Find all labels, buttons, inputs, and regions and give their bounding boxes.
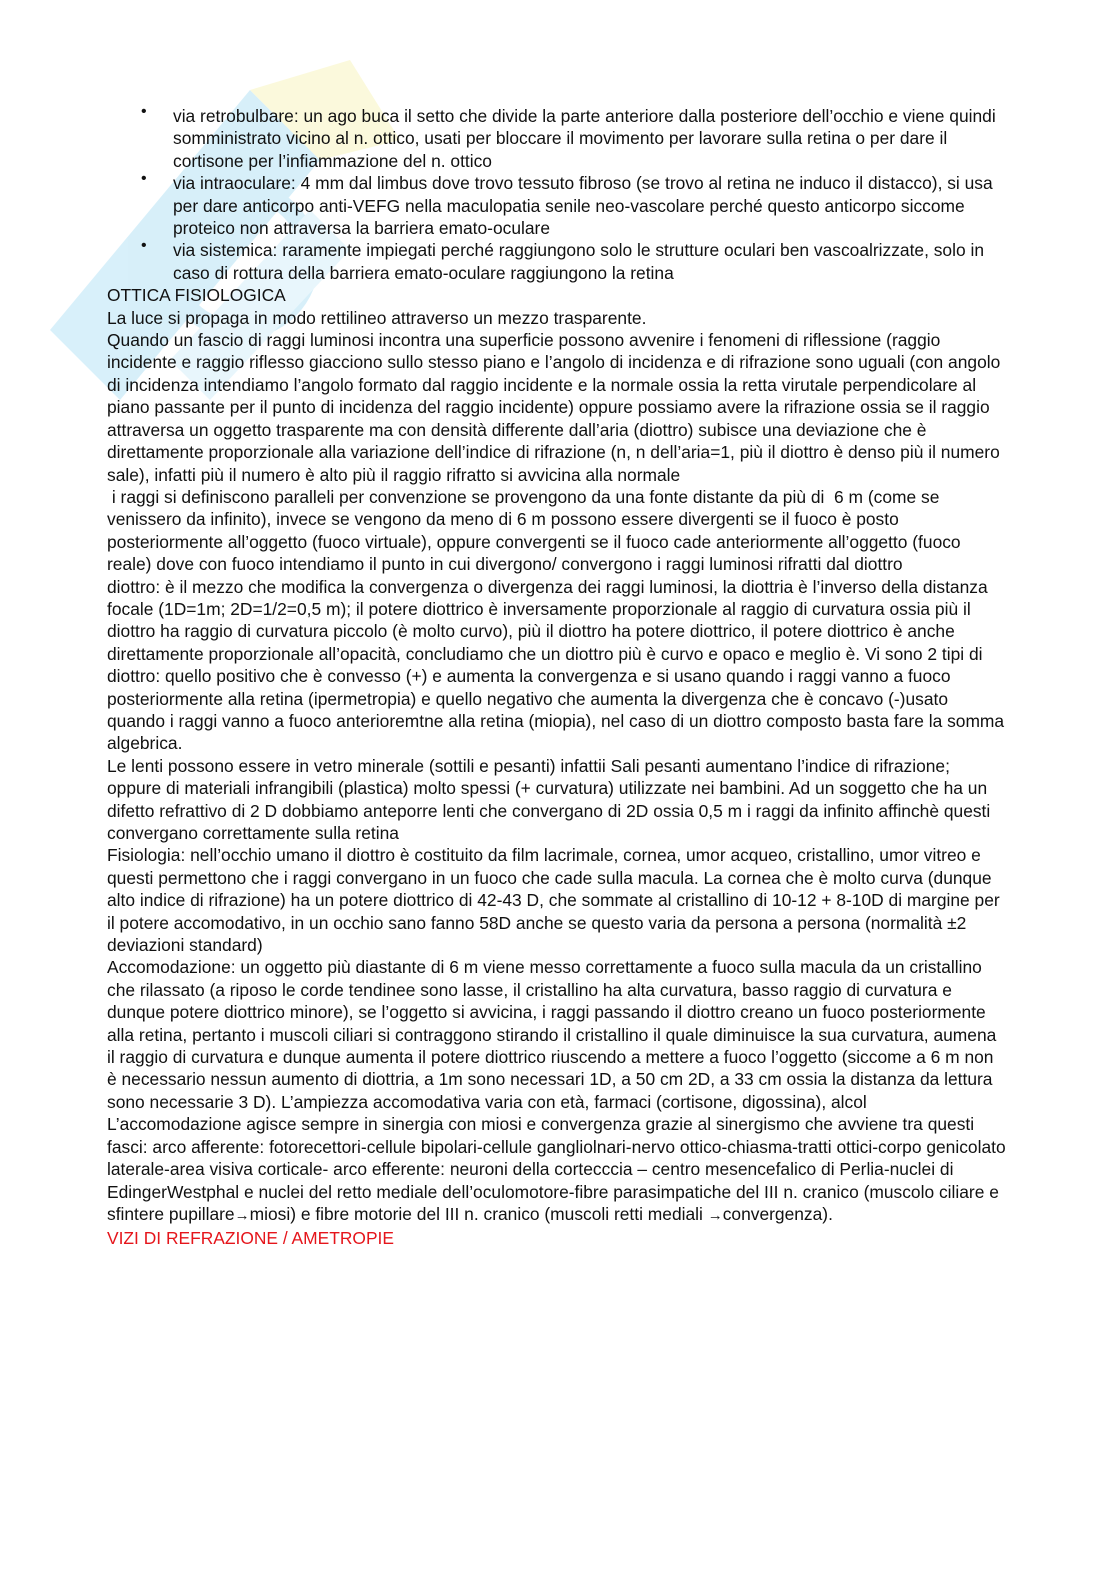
sinergia-text-3: convergenza). [722, 1203, 833, 1224]
paragraph-fisiologia: Fisiologia: nell’occhio umano il diottro è costituito da film lacrimale, cornea, umor acqueo, cristallino, umor vitreo e questi permettono che i raggi convergano in un fuoco che cade sulla macula. La cornea che è molto curva (dunque alto indice di rifrazione) ha un potere diottrico di 42-43 D, che sommate al cristallino di 10-12 + 8-10D di margine per il potere accomodativo, in un occhio sano fanno 58D anche se questo varia da persona a persona (normalità ±2 deviazioni standard) [107, 845, 1000, 956]
paragraph-accomodazione: Accomodazione: un oggetto più diastante di 6 m viene messo correttamente a fuoco sulla macula da un cristallino che rilassato (a riposo le corde tendinee sono lasse, il cristallino ha alta curvatura, basso raggio di curvatura e dunque potere diottrico minore), se l’oggetto si avvicina, i raggi passando il diottro creano un fuoco posteriormente alla retina, pertanto i muscoli ciliari si contraggono stirando il cristallino il quale diminuisce la sua curvatura, aumena il raggio di curvatura e dunque aumenta il potere diottrico riuscendo a mettere a fuoco l’oggetto (siccome a 6 m non è necessario nessun aumento di diottria, a 1m sono necessari 1D, a 50 cm 2D, a 33 cm ossia la distanza da lettura sono necessarie 3 D). L’ampiezza accomodativa varia con età, farmaci (cortisone, digossina), alcol [107, 957, 997, 1112]
paragraph-raggi-paralleli: i raggi si definiscono paralleli per convenzione se provengono da una fonte distante da più di 6 m (come se venissero da infinito), invece se vengono da meno di 6 m possono essere divergenti se il fuoco è posto posteriormente all’oggetto (fuoco virtuale), oppure convergenti se il fuoco cade anteriormente all’oggetto (fuoco reale) dove con fuoco intendiamo il punto in cui divergono/ convergono i raggi luminosi rifratti dal diottro [107, 486, 966, 575]
paragraph-lenti: Le lenti possono essere in vetro minerale (sottili e pesanti) infattii Sali pesanti aumentano l’indice di rifrazione; oppure di materiali infrangibili (plastica) molto spessi (+ curvatura) utilizzate nei bambini. Ad un soggetto che ha un difetto refrattivo di 2 D dobbiamo anteporre lenti che convergano di 2D ossia 0,5 m i raggi da infinito affinchè questi convergano correttamente sulla retina [107, 755, 991, 843]
section-title: OTTICA FISIOLOGICA [107, 285, 286, 306]
bullet-item-intraoculare: • via intraoculare: 4 mm dal limbus dove trovo tessuto fibroso (se trovo al retina ne induco il distacco), si usa per dare anticorpo anti-VEFG nella maculopatia senile neo-vascolare perché questo anticorpo siccome proteico non attraversa la barriera emato-oculare [107, 172, 1007, 239]
arrow-right-icon: → [234, 1206, 250, 1224]
document-page [107, 105, 1007, 1250]
paragraph-riflessione: Quando un fascio di raggi luminosi incontra una superficie possono avvenire i fenomeni di riflessione (raggio incidente e raggio riflesso giacciono sullo stesso piano e l’angolo di incidenza e di rifrazione sono uguali (con angolo di incidenza intendiamo l’angolo formato dal raggio incidente e la normale ossia la retta virutale perpendicolare al piano passante per il punto di incidenza del raggio incidente) oppure possiamo avere la rifrazione ossia se il raggio attraversa un oggetto trasparente ma con densità differente dall’aria (diottro) subisce una deviazione che è direttamente proporzionale alla variazione dell’indice di rifrazione (n, n dell’aria=1, più il diottro è denso più il numero sale), infatti più il numero è alto più il raggio rifratto si avvicina alla normale [107, 330, 1001, 485]
bullet-list [107, 105, 1007, 284]
sinergia-text-2: miosi) e fibre motorie del III n. cranico (muscoli retti mediali [249, 1203, 708, 1224]
sinergia-text-1: L’accomodazione agisce sempre in sinergia con miosi e convergenza grazie al sinergismo che avviene tra questi fasci: arco afferente: fotorecettori-cellule bipolari-cellule gangliolnari-nervo ottico-chiasma-tratti ottici-corpo genicolato laterale-area visiva corticale- arco efferente: neuroni della cortecccia – centro mesencefalico di Perlia-nuclei di EdingerWestphal e nuclei del retto mediale dell’oculomotore-fibre parasimpatiche del III n. cranico (muscolo ciliare e sfintere pupillare [107, 1114, 1006, 1224]
bullet-item-retrobulbare: • via retrobulbare: un ago buca il setto che divide la parte anteriore dalla posteriore dell’occhio e viene quindi somministrato vicino al n. ottico, usati per bloccare il movimento per lavorare sulla retina o per dare il cortisone per l’infiammazione del n. ottico [107, 105, 1007, 172]
red-heading: VIZI DI REFRAZIONE / AMETROPIE [107, 1228, 394, 1249]
paragraph-diottro: diottro: è il mezzo che modifica la convergenza o divergenza dei raggi luminosi, la diottria è l’inverso della distanza focale (1D=1m; 2D=1/2=0,5 m); il potere diottrico è inversamente proporzionale al raggio di curvatura ossia più il diottro ha raggio di curvatura piccolo (è molto curvo), più il diottro ha potere diottrico, il potere diottrico è anche direttamente proporzionale all’opacità, concludiamo che un diottro più è curvo e opaco e meglio è. Vi sono 2 tipi di diottro: quello positivo che è convesso (+) e aumenta la convergenza e si usano quando i raggi vanno a fuoco posteriormente alla retina (ipermetropia) e quello negativo che aumenta la divergenza che è concavo (-)usato quando i raggi vanno a fuoco anterioremtne alla retina (miopia), nel caso di un diottro composto basta fare la somma algebrica. [107, 576, 1005, 754]
paragraph-sinergia [107, 1113, 1007, 1227]
bullet-item-sistemica: • via sistemica: raramente impiegati perché raggiungono solo le strutture oculari ben vascoalrizzate, solo in caso di rottura della barriera emato-oculare raggiungono la retina [107, 239, 1007, 284]
paragraph-luce: La luce si propaga in modo rettilineo attraverso un mezzo trasparente. [107, 307, 647, 328]
arrow-right-icon: → [707, 1206, 723, 1224]
